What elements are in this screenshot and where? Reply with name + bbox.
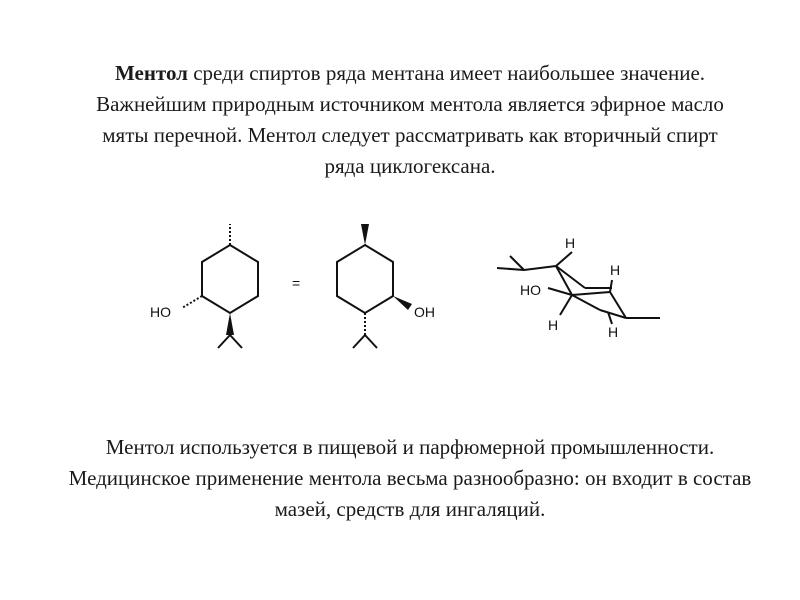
equals-sign: = [292, 275, 301, 291]
menthol-structure-middle [337, 224, 412, 348]
chair-h-right: H [610, 262, 621, 278]
menthol-structure-left [182, 224, 258, 348]
usage-paragraph: Ментол используется в пищевой и парфюмерной промышленности. Медицинское применение ментола весьма разнообразно: он входит в состав мазей, средств для ингаляций. [68, 435, 752, 521]
left-ho-label: HO [150, 304, 171, 320]
chair-h-top: H [565, 235, 576, 251]
intro-paragraph [80, 58, 740, 182]
middle-oh-label: OH [414, 304, 435, 320]
menthol-term: Ментол [114, 61, 188, 85]
chair-h-bottom-right: H [608, 324, 619, 340]
chair-ho-label: HO [520, 282, 541, 298]
chair-h-bottom-left: H [548, 317, 559, 333]
menthol-structures [0, 200, 800, 370]
intro-text: среди спиртов ряда ментана имеет наибольшее значение. Важнейшим природным источником ментола является эфирное масло мяты перечной. Ментол следует рассматривать как вторичный спирт ряда циклогексана. [96, 61, 724, 178]
